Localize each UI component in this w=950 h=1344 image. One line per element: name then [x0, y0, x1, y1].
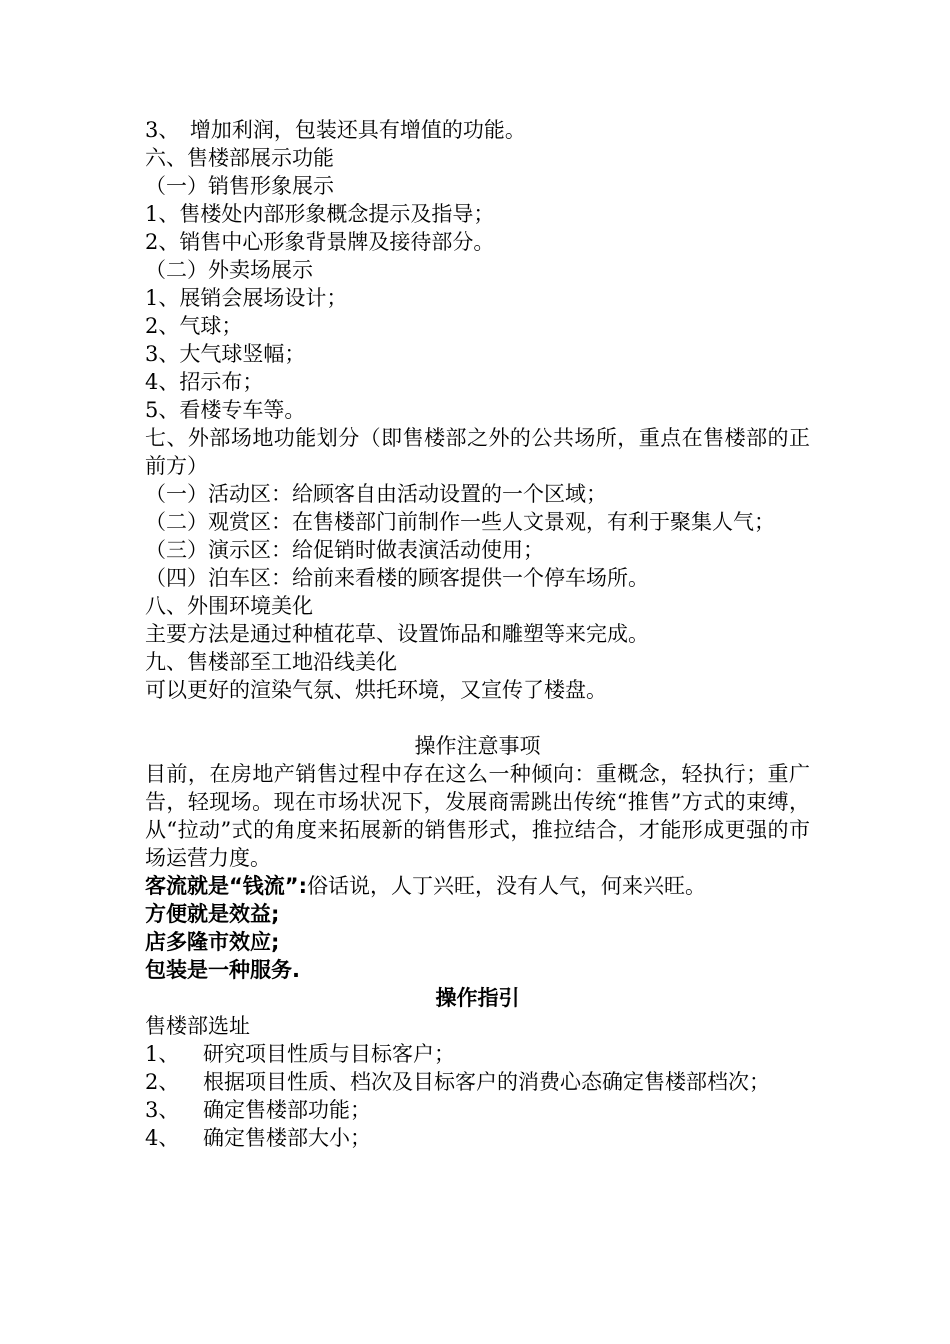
text-line: 2、气球； — [145, 314, 243, 338]
guide-list-item — [145, 1124, 810, 1152]
text-line: 主要方法是通过种植花草、设置饰品和雕塑等来完成。 — [145, 622, 649, 646]
section-heading: 九、售楼部至工地沿线美化 — [145, 650, 397, 674]
text-line: （三）演示区：给促销时做表演活动使用； — [145, 538, 544, 562]
list-number: 4、 — [145, 1126, 180, 1150]
notes-heading: 操作注意事项 — [414, 734, 541, 758]
guide-subheading: 售楼部选址 — [145, 1014, 250, 1038]
document-page — [145, 116, 810, 1152]
list-text: 根据项目性质、档次及目标客户的消费心态确定售楼部档次； — [203, 1070, 770, 1094]
text-line: （四）泊车区：给前来看楼的顾客提供一个停车场所。 — [145, 566, 649, 590]
guide-heading: 操作指引 — [435, 986, 520, 1010]
notes-paragraph: 目前，在房地产销售过程中存在这么一种倾向：重概念，轻执行；重广告，轻现场。现在市场状况下，发展商需跳出传统“推售”方式的束缚，从“拉动”式的角度来拓展新的销售形式，推拉结合，才能形成更强的市场运营力度。 — [145, 762, 810, 870]
blank-line — [145, 704, 810, 732]
section-heading: 八、外围环境美化 — [145, 594, 313, 618]
text-line: 2、销售中心形象背景牌及接待部分。 — [145, 230, 495, 254]
text-line: 1、售楼处内部形象概念提示及指导； — [145, 202, 495, 226]
section-heading: 六、售楼部展示功能 — [145, 146, 334, 170]
text-line: 3、大气球竖幅； — [145, 342, 306, 366]
guide-list-item — [145, 1040, 810, 1068]
notes-bold-line: 包装是一种服务. — [145, 958, 300, 982]
text-line: （二）观赏区：在售楼部门前制作一些人文景观，有利于聚集人气； — [145, 510, 775, 534]
list-text: 确定售楼部功能； — [203, 1098, 371, 1122]
subsection-heading: （一）销售形象展示 — [145, 174, 334, 198]
text-line: 4、招示布； — [145, 370, 264, 394]
notes-lead-bold: 客流就是“钱流”: — [145, 874, 308, 898]
subsection-heading: （二）外卖场展示 — [145, 258, 313, 282]
list-text: 研究项目性质与目标客户； — [203, 1042, 455, 1066]
guide-list-item — [145, 1068, 810, 1096]
notes-bold-line: 方便就是效益; — [145, 902, 280, 926]
list-number: 3、 — [145, 1098, 180, 1122]
notes-bold-line: 店多隆市效应; — [145, 930, 280, 954]
notes-lead-line — [145, 872, 810, 900]
text-line: 3、 增加利润，包装还具有增值的功能。 — [145, 118, 526, 142]
notes-lead-text: 俗话说，人丁兴旺，没有人气，何来兴旺。 — [307, 874, 707, 898]
section-heading: 七、外部场地功能划分（即售楼部之外的公共场所，重点在售楼部的正前方） — [145, 426, 810, 478]
guide-list-item — [145, 1096, 810, 1124]
text-line: 可以更好的渲染气氛、烘托环境，又宣传了楼盘。 — [145, 678, 607, 702]
text-line: 1、展销会展场设计； — [145, 286, 348, 310]
list-text: 确定售楼部大小； — [203, 1126, 371, 1150]
text-line: （一）活动区：给顾客自由活动设置的一个区域； — [145, 482, 607, 506]
list-number: 1、 — [145, 1042, 180, 1066]
text-line: 5、看楼专车等。 — [145, 398, 306, 422]
list-number: 2、 — [145, 1070, 180, 1094]
